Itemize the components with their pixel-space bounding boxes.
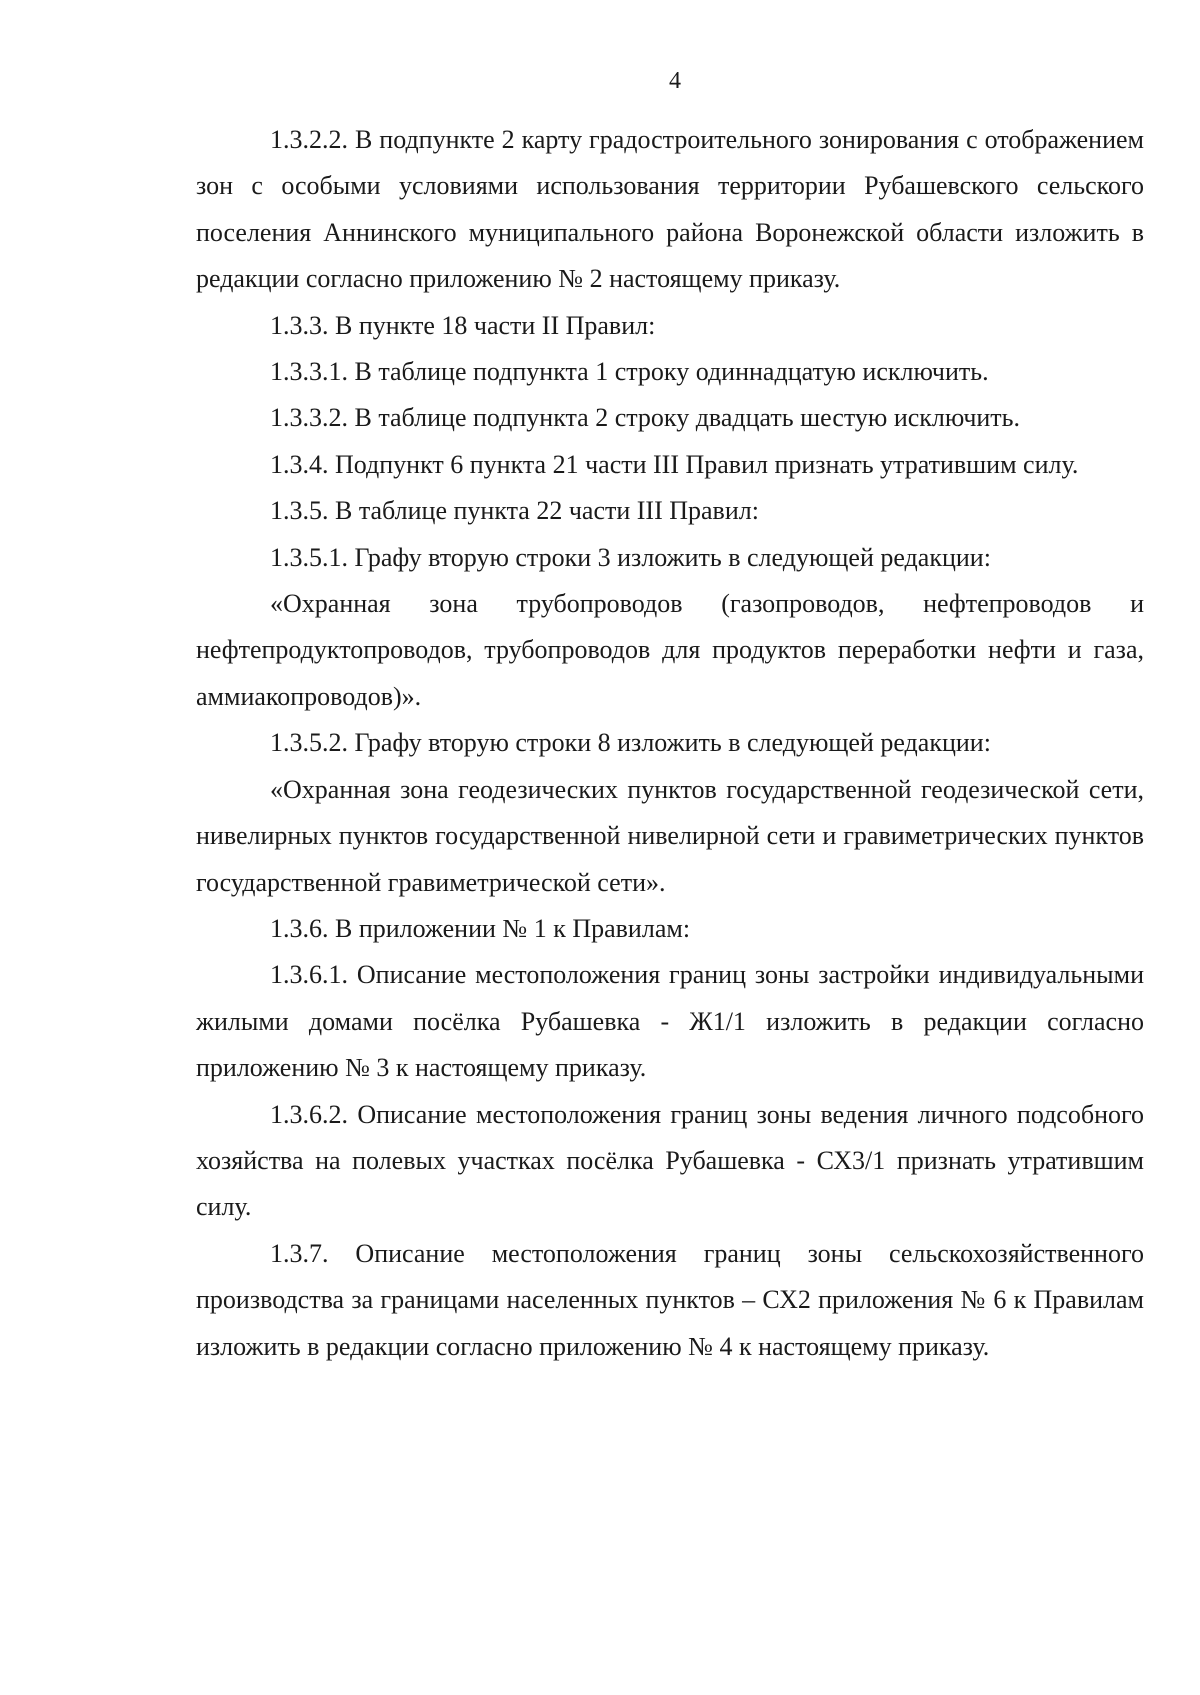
paragraph-1-3-3-2: 1.3.3.2. В таблице подпункта 2 строку двадцать шестую исключить. [270, 403, 1021, 433]
quote-pipeline-zone: «Охранная зона трубопроводов (газопроводов, нефтепроводов и нефтепродуктопроводов, трубопроводов для продуктов переработки нефти и газа, аммиакопроводов)». [196, 589, 1144, 711]
page-number: 4 [669, 68, 681, 94]
paragraph-1-3-6: 1.3.6. В приложении № 1 к Правилам: [270, 913, 691, 943]
paragraph-1-3-4: 1.3.4. Подпункт 6 пункта 21 части III Правил признать утратившим силу. [270, 449, 1079, 479]
quote-geodetic-zone: «Охранная зона геодезических пунктов государственной геодезической сети, нивелирных пунктов государственной нивелирной сети и гравиметрических пунктов государственной гравиметрической сети». [196, 774, 1144, 897]
paragraph-1-3-2-2: 1.3.2.2. В подпункте 2 карту градостроительного зонирования с отображением зон с особыми условиями использования территории Рубашевского сельского поселения Аннинского муниципального района Воронежской области изложить в редакции согласно приложению № 2 настоящему приказу. [196, 125, 1144, 294]
paragraph-1-3-3-1: 1.3.3.1. В таблице подпункта 1 строку одиннадцатую исключить. [270, 357, 989, 387]
paragraph-1-3-7: 1.3.7. Описание местоположения границ зоны сельскохозяйственного производства за границами населенных пунктов – СХ2 приложения № 6 к Правилам изложить в редакции согласно приложению № 4 к настоящему приказу. [196, 1238, 1144, 1361]
paragraph-1-3-5-2: 1.3.5.2. Графу вторую строки 8 изложить в следующей редакции: [270, 728, 991, 758]
paragraph-1-3-5-1: 1.3.5.1. Графу вторую строки 3 изложить в следующей редакции: [270, 542, 991, 572]
paragraph-1-3-6-1: 1.3.6.1. Описание местоположения границ зоны застройки индивидуальными жилыми домами посёлка Рубашевка - Ж1/1 изложить в редакции согласно приложению № 3 к настоящему приказу. [196, 960, 1144, 1083]
paragraph-1-3-5: 1.3.5. В таблице пункта 22 части III Правил: [270, 496, 759, 526]
document-body [196, 117, 1144, 1370]
paragraph-1-3-6-2: 1.3.6.2. Описание местоположения границ зоны ведения личного подсобного хозяйства на полевых участках посёлка Рубашевка - СХ3/1 признать утратившим силу. [196, 1099, 1144, 1222]
paragraph-1-3-3: 1.3.3. В пункте 18 части II Правил: [270, 310, 656, 340]
